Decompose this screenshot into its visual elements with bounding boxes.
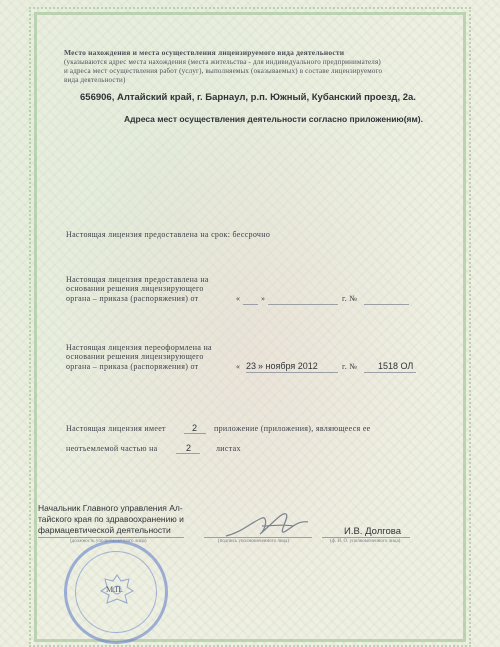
reissue-line-3: органа – приказа (распоряжения) от — [66, 362, 199, 371]
header-line-1: Место нахождения и места осуществления лицензируемого вида деятельности — [64, 48, 345, 57]
name-line — [322, 537, 410, 538]
reissue-number-prefix: г. № — [342, 362, 358, 371]
grant-number-prefix: г. № — [342, 294, 358, 303]
grant-month-line — [268, 304, 338, 305]
reissue-line-1: Настоящая лицензия переоформлена на — [66, 343, 212, 352]
grant-line-3: органа – приказа (распоряжения) от — [66, 294, 199, 303]
reissue-day: 23 — [246, 361, 257, 371]
caption-signature: (подпись уполномоченного лица) — [218, 539, 290, 544]
address: 656906, Алтайский край, г. Барнаул, р.п. Южный, Кубанский проезд, 2а. — [80, 92, 416, 103]
grant-line-1: Настоящая лицензия предоставлена на — [66, 275, 209, 284]
reissue-month-year: » ноября 2012 — [258, 361, 318, 371]
grant-quote-close: » — [261, 294, 266, 303]
signatory-name: И.В. Долгова — [344, 526, 402, 537]
header-line-4: вида деятельности) — [64, 76, 126, 84]
reissue-number: 1518 ОЛ — [378, 361, 414, 371]
reissue-number-line — [364, 372, 416, 373]
appendix-text-4: листах — [216, 444, 241, 453]
appendix-count-2-line — [176, 453, 200, 454]
grant-quote-open: « — [236, 294, 241, 303]
signatory-position-line-1: Начальник Главного управления Ал- — [38, 503, 183, 513]
stamp-mark: М.П. — [106, 585, 123, 594]
header-line-3: и адреса мест осуществления работ (услуг), выполняемых (оказываемых) в составе лицензируемого — [64, 67, 383, 75]
grant-number-line — [364, 304, 409, 305]
appendix-text-2: приложение (приложения), являющееся ее — [214, 424, 371, 433]
caption-name: (ф. И. О. уполномоченного лица) — [330, 539, 401, 544]
appendix-count-1-line — [184, 433, 206, 434]
signature-line — [204, 537, 312, 538]
appendix-text-3: неотъемлемой частью на — [66, 444, 158, 453]
signatory-position-line-2: тайского края по здравоохранению и — [38, 514, 184, 524]
term-label: Настоящая лицензия предоставлена на срок: бессрочно — [66, 230, 271, 239]
position-line — [38, 537, 184, 538]
header-line-2: (указываются адрес места нахождения (места жительства - для индивидуального предпринимателя) — [64, 58, 381, 66]
appendix-text-1: Настоящая лицензия имеет — [66, 424, 166, 433]
signatory-position-line-3: фармацевтической деятельности — [38, 525, 171, 535]
appendix-count-2: 2 — [186, 443, 192, 453]
reissue-quote-open: « — [236, 362, 241, 371]
grant-day-line — [243, 304, 258, 305]
appendix-note: Адреса мест осуществления деятельности согласно приложению(ям). — [124, 114, 423, 124]
appendix-count-1: 2 — [192, 423, 198, 433]
reissue-date-line — [246, 372, 338, 373]
caption-position: (должность уполномоченного лица) — [70, 539, 147, 544]
reissue-line-2: основании решения лицензирующего — [66, 352, 204, 361]
grant-line-2: основании решения лицензирующего — [66, 284, 204, 293]
